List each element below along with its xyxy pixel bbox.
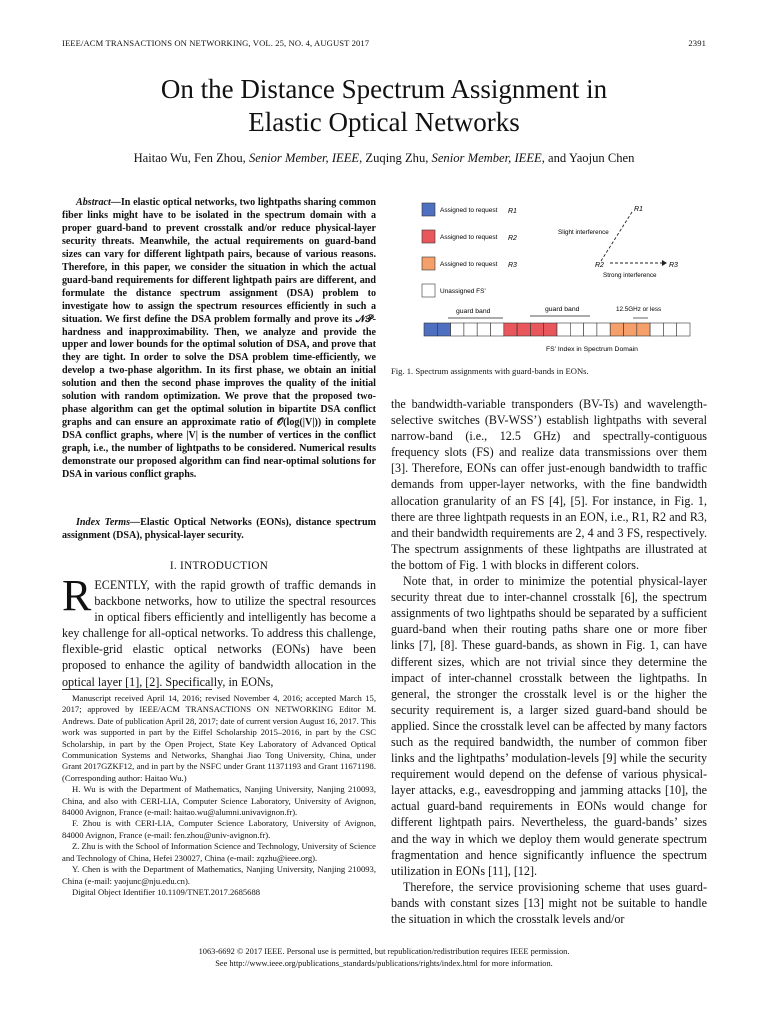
legend-label-unassigned: Unassigned FS' (440, 288, 486, 295)
abstract-text: In elastic optical networks, two lightpaths sharing common fiber links might have to be isolated in the spectrum domain with a proper guard-band to prevent crosstalk and/or reduce physical-layer security threats. Meanwhile, the actual requirements on guard-band sizes can vary for different lightpath pairs, because of various reasons. Therefore, in this paper, we consider the situation in which the actual guard-band requirements for different lightpath pairs are different, and formulate the distance spectrum assignment (DSA) problem to investigate how to assign the spectrum resources efficiently in such a situation. We first define the DSA problem formally and prove its 𝒩𝒫-hardness and inapproximability. Then, we analyze and provide the upper and lower bounds for the optimal solution of DSA, and prove that they are tight. In order to solve the DSA problem time-efficiently, we develop a two-phase algorithm. In its first phase, we obtain an initial solution and then the second phase improves the quality of the initial solution with random optimization. We prove that the proposed two-phase algorithm can get the optimal solution in bipartite DSA conflict graphs and can ensure an approximate ratio of 𝒪(log(|V|)) in complete DSA conflict graphs, where |V| is the number of vertices in the conflict graph, i.e., the number of lightpaths to be considered. Numerical results demonstrate our proposed algorithm can find near-optimal solutions for DSA in various conflict graphs. (62, 197, 376, 481)
intro-text: ECENTLY, with the rapid growth of traffic demands in backbone networks, how to utilize the spectral resources in optical fibers efficiently and intelligently has become a key challenge for all-optical networks. To address this challenge, flexible-grid elastic optical networks (EONs) have been proposed to enhance the agility of bandwidth allocation in the optical layer [1], [2]. Specifically, in EONs, (62, 578, 376, 689)
footnote-manuscript: Manuscript received April 14, 2016; revised November 4, 2016; accepted March 15, 2017; approved by IEEE/ACM TRANSACTIONS ON NETWORKING Editor M. Andrews. Date of publication April 28, 2017; date of current version August 16, 2017. This work was supported in part by the Eiffel Scholarship 2015–2016, in part by the CSC Scholarship, in part by the Open Project, State Key Laboratory of Advanced Optical Communication Systems and Networks, Shanghai Jiao Tong University, China, under Grant 2017GZKF12, and in part by the NSFC under Grant 11371193 and Grant 11671198. (Corresponding author: Haitao Wu.) (62, 693, 376, 783)
spectrum-slot (424, 323, 437, 336)
legend-swatch-r1 (422, 203, 435, 216)
right-column-text (391, 396, 707, 927)
strong-interference-arrowhead (662, 260, 667, 266)
guard-band-label-1: guard band (456, 308, 491, 315)
spectrum-slot (557, 323, 570, 336)
footnote-doi: Digital Object Identifier 10.1109/TNET.2017.2685688 (72, 886, 261, 897)
spectrum-slot (624, 323, 637, 336)
footnote-author-zhou: F. Zhou is with CERI-LIA, Computer Science Laboratory, University of Avignon, 84000 Avignon, France (e-mail: fen.zhou@univ-avignon.fr). (62, 818, 376, 840)
figure-caption: Fig. 1. Spectrum assignments with guard-bands in EONs. (391, 366, 589, 376)
footnote-rule (62, 689, 212, 690)
figure-legend (422, 203, 517, 297)
spectrum-slot (584, 323, 597, 336)
interference-graph (558, 206, 678, 279)
legend-req-r1: R1 (508, 208, 517, 215)
copyright-notice (0, 946, 768, 969)
spectrum-axis-label: FS' Index in Spectrum Domain (546, 346, 638, 353)
spectrum-slot (437, 323, 450, 336)
spectrum-slot (610, 323, 623, 336)
legend-req-r3: R3 (508, 262, 517, 269)
copyright-line-2: See http://www.ieee.org/publications_standards/publications/rights/index.html for more information. (215, 958, 553, 968)
footnote-author-zhu: Z. Zhu is with the School of Information Science and Technology, University of Science and Technology of China, Hefei 230027, China (e-mail: zqzhu@ieee.org). (62, 841, 376, 863)
node-r1-label: R1 (634, 206, 643, 213)
spectrum-slot (544, 323, 557, 336)
legend-swatch-unassigned (422, 284, 435, 297)
author-2: , Zuqing Zhu, (359, 151, 432, 165)
right-paragraph-1: the bandwidth-variable transponders (BV-Ts) and wavelength-selective switches (BV-WSS’) establish lightpaths with several narrow-band (i.e., 12.5 GHz) and spectrally-contiguous frequency slots (FS) and realize data transmissions over them [3]. Therefore, EONs can offer just-enough bandwidth to traffic demands from upper-layer networks, with the fine bandwidth allocation granularity of an FS [4], [5]. For instance, in Fig. 1, there are three lightpath requests in an EON, i.e., R1, R2 and R3, and their bandwidth requirements are 2, 4 and 3 FS, respectively. The spectrum assignments of these lightpaths are illustrated at the bottom of Fig. 1 with blocks in different colors. (391, 397, 707, 572)
legend-label-r1: Assigned to request (440, 207, 498, 214)
spectrum-slot (597, 323, 610, 336)
intro-paragraph (62, 571, 376, 690)
slight-interference-label: Slight interference (558, 229, 609, 236)
footnote-author-chen: Y. Chen is with the Department of Mathematics, Nanjing University, Nanjing 210093, China (e-mail: yaojunc@nju.edu.cn). (62, 864, 376, 886)
legend-swatch-r2 (422, 230, 435, 243)
author-3: , and Yaojun Chen (541, 151, 635, 165)
node-r3-label: R3 (669, 262, 678, 269)
right-paragraph-2: Note that, in order to minimize the potential physical-layer security threat due to inter-channel crosstalk [6], the spectrum assignments of two lightpaths should be separated by a sufficient guard-band when their routing paths share one or more fiber links [7], [8]. These guard-bands, as shown in Fig. 1, can have different sizes, which are not trivial since they determine the impact of inter-channel crosstalk between the lightpaths. In general, the stronger the crosstalk level is or the higher the security requirement is, a larger sized guard-band should be applied. Since the crosstalk level can be affected by many factors such as the required bandwidth, the number of common fiber links and the lightpaths’ modulation-levels [9] while the security requirement would depend on the defense of various physical-layer attacks, e.g., eavesdropping and jamming attacks [10], the actual guard-band requirements in EONs would change for different lightpath pairs. Nevertheless, the guard-bands’ sizes and the way in which we deploy them would generate spectrum fragmentation and hence significantly influence the spectrum utilization in EONs [11], [12]. (391, 574, 707, 878)
spectrum-slot (530, 323, 543, 336)
title-line-1: On the Distance Spectrum Assignment in (160, 74, 608, 104)
node-r2-label: R2 (595, 262, 604, 269)
slight-interference-edge (601, 212, 632, 261)
spectrum-slot (491, 323, 504, 336)
abstract-label: Abstract— (76, 197, 121, 208)
spectrum-slot (464, 323, 477, 336)
footnote-author-wu: H. Wu is with the Department of Mathematics, Nanjing University, Nanjing 210093, China, and also with CERI-LIA, Computer Science Laboratory, University of Avignon, 84000 Avignon, France (e-mail: haitao.wu@alumni.univavignon.fr). (62, 784, 376, 818)
ghz-label: 12.5GHz or less (616, 306, 662, 313)
paper-title (0, 73, 768, 139)
page-number: 2391 (688, 38, 706, 48)
legend-label-r3: Assigned to request (440, 261, 498, 268)
author-1-role: Senior Member, IEEE (248, 151, 360, 165)
figure-spectrum-assignment (418, 197, 708, 357)
spectrum-slot (517, 323, 530, 336)
spectrum-slot (650, 323, 663, 336)
title-line-2: Elastic Optical Networks (248, 107, 520, 137)
spectrum-slot (451, 323, 464, 336)
author-1: Haitao Wu, Fen Zhou, (133, 151, 249, 165)
index-terms-text: Elastic Optical Networks (EONs), distance spectrum assignment (DSA), physical-layer security. (62, 517, 376, 541)
spectrum-slot (477, 323, 490, 336)
drop-cap: R (62, 571, 92, 620)
right-paragraph-3: Therefore, the service provisioning scheme that uses guard-bands with constant sizes [13] might not be suitable to handle the situation in which the crosstalk levels and/or (391, 879, 707, 926)
spectrum-slot (677, 323, 690, 336)
spectrum-slot (637, 323, 650, 336)
section-heading: I. INTRODUCTION (169, 560, 269, 572)
index-terms (62, 517, 376, 543)
spectrum-slot (504, 323, 517, 336)
copyright-line-1: 1063-6692 © 2017 IEEE. Personal use is permitted, but republication/redistribution requires IEEE permission. (198, 947, 570, 956)
spectrum-slot (570, 323, 583, 336)
journal-header: IEEE/ACM TRANSACTIONS ON NETWORKING, VOL. 25, NO. 4, AUGUST 2017 (62, 38, 370, 48)
legend-swatch-r3 (422, 257, 435, 270)
abstract (62, 197, 376, 482)
legend-req-r2: R2 (508, 235, 517, 242)
spectrum-slot (663, 323, 676, 336)
author-list (0, 151, 768, 166)
guard-band-label-2: guard band (545, 306, 580, 313)
spectrum-slots (424, 323, 690, 336)
footnotes (62, 693, 376, 898)
author-2-role: Senior Member, IEEE (431, 151, 542, 165)
index-terms-label: Index Terms— (76, 517, 141, 528)
legend-label-r2: Assigned to request (440, 234, 498, 241)
strong-interference-label: Strong interference (603, 272, 657, 279)
